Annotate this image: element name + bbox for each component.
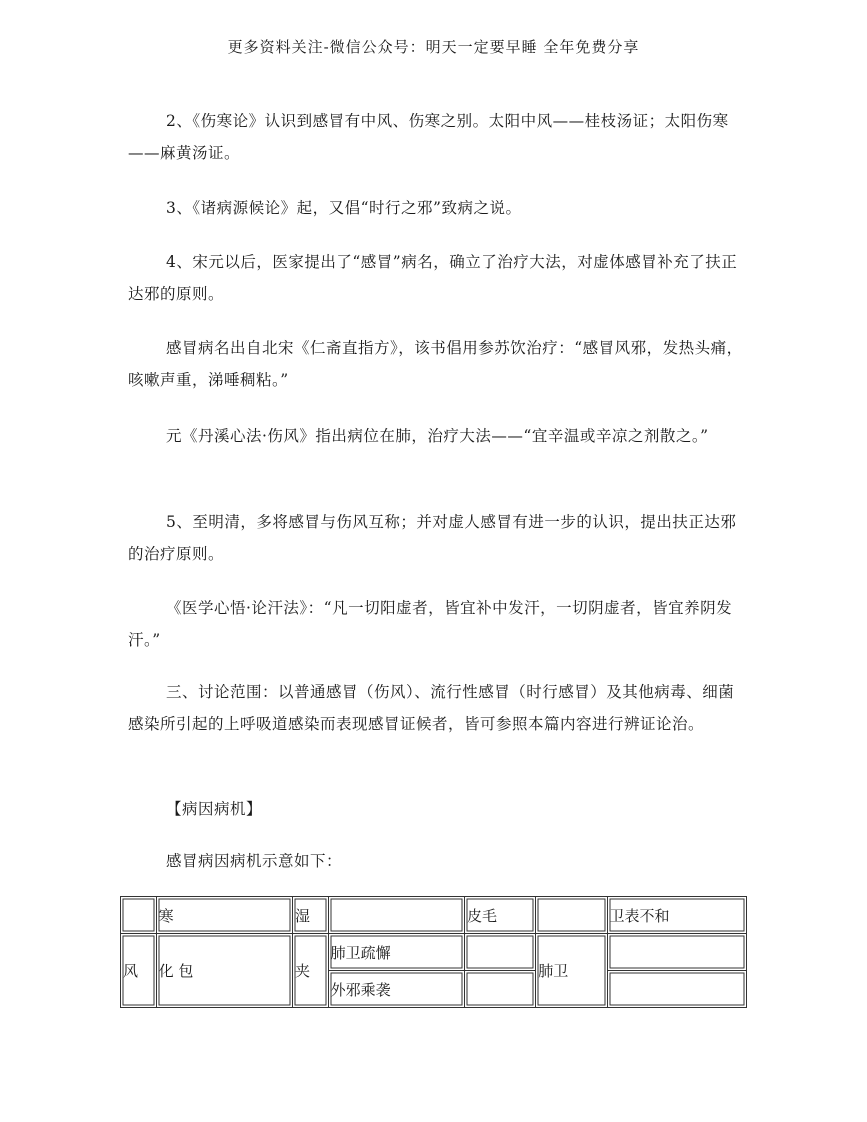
table-cell: 肺卫 — [536, 934, 607, 1008]
paragraph-scope: 三、讨论范围：以普通感冒（伤风）、流行性感冒（时行感冒）及其他病毒、细菌感染所引起的上呼吸道感染而表现感冒证候者，皆可参照本篇内容进行辨证论治。 — [128, 683, 735, 733]
table-cell: 夹 — [293, 934, 329, 1008]
paragraph-mingqing: 5、至明清，多将感冒与伤风互称；并对虚人感冒有进一步的认识，提出扶正达邪的治疗原则。 — [128, 513, 737, 563]
table-cell: 肺卫疏懈 — [328, 934, 464, 971]
etiology-diagram-table — [120, 896, 747, 1008]
table-cell: 外邪乘袭 — [328, 971, 464, 1008]
table-cell — [607, 934, 746, 971]
section-heading-etiology: 【病因病机】 — [166, 800, 263, 818]
table-cell — [536, 897, 607, 934]
table-cell: 寒 — [156, 897, 292, 934]
table-cell — [328, 897, 464, 934]
table-cell: 化 包 — [156, 934, 292, 1008]
paragraph-songyuan: 4、宋元以后，医家提出了“感冒”病名，确立了治疗大法，对虚体感冒补充了扶正达邪的原则。 — [128, 253, 738, 303]
paragraph-diagram-intro: 感冒病因病机示意如下： — [166, 852, 343, 870]
table-cell — [465, 934, 536, 971]
table-cell — [465, 971, 536, 1008]
paragraph-danxi: 元《丹溪心法·伤风》指出病位在肺，治疗大法——“宜辛温或辛凉之剂散之。” — [166, 427, 709, 445]
table-cell — [607, 971, 746, 1008]
page-header: 更多资料关注-微信公众号：明天一定要早睡 全年免费分享 — [227, 38, 640, 56]
table-cell: 卫表不和 — [607, 897, 746, 934]
table-cell: 皮毛 — [465, 897, 536, 934]
table-row — [121, 897, 747, 934]
table-cell — [121, 897, 157, 934]
table-cell: 湿 — [293, 897, 329, 934]
table-row — [121, 934, 747, 971]
paragraph-renzhai: 感冒病名出自北宋《仁斋直指方》，该书倡用参苏饮治疗：“感冒风邪，发热头痛，咳嗽声重，涕唾稠粘。” — [128, 339, 743, 389]
paragraph-zhubingyuan: 3、《诸病源候论》起，又倡“时行之邪”致病之说。 — [166, 199, 522, 217]
table-cell: 风 — [121, 934, 157, 1008]
paragraph-yixuexinwu: 《医学心悟·论汗法》：“凡一切阳虚者，皆宜补中发汗，一切阴虚者，皆宜养阴发汗。” — [128, 599, 733, 649]
paragraph-shanghanlun: 2、《伤寒论》认识到感冒有中风、伤寒之别。太阳中风——桂枝汤证；太阳伤寒——麻黄汤证。 — [128, 112, 729, 162]
